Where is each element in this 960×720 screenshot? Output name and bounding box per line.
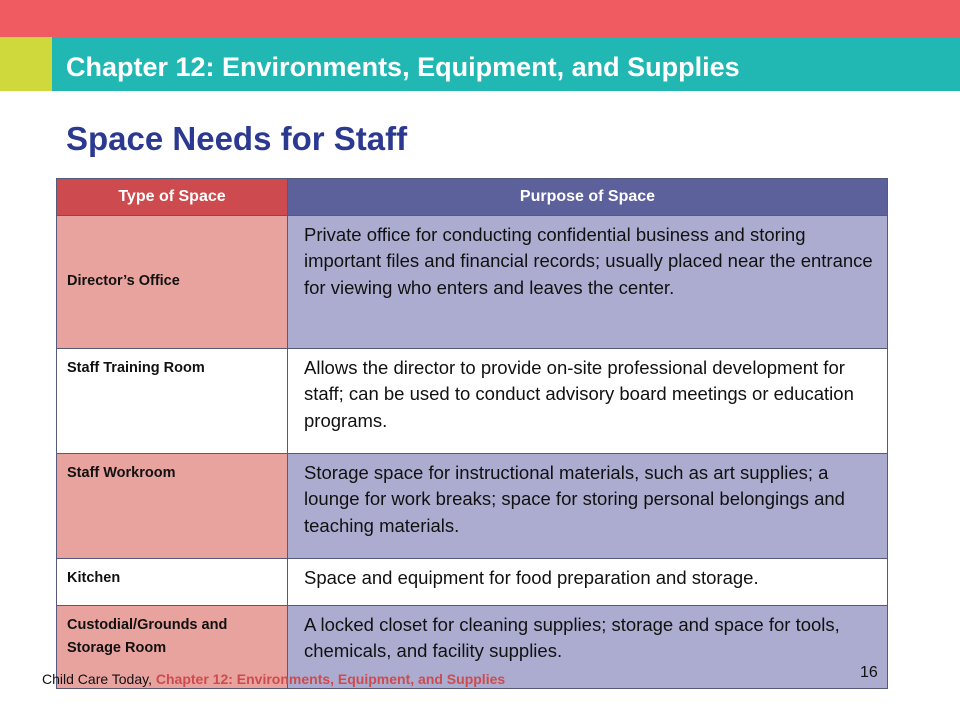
footer-book-title: Child Care Today, [42, 671, 156, 687]
table-row [57, 559, 888, 606]
top-accent-band [0, 0, 960, 37]
table-row [57, 349, 888, 454]
space-purpose-cell: Storage space for instructional materials, such as art supplies; a lounge for work breaks; space for storing personal belongings and teaching materials. [288, 454, 888, 559]
column-header-type: Type of Space [57, 179, 288, 216]
space-type-cell: Custodial/Grounds and Storage Room [57, 606, 288, 689]
table-row [57, 216, 888, 349]
space-purpose-cell: Private office for conducting confidential business and storing important files and financial records; usually placed near the entrance for viewing who enters and leaves the center. [288, 216, 888, 349]
space-type-cell: Staff Training Room [57, 349, 288, 454]
space-needs-table [56, 178, 888, 689]
header-accent-block [0, 37, 52, 91]
table-header-row [57, 179, 888, 216]
space-purpose-cell: A locked closet for cleaning supplies; storage and space for tools, chemicals, and facility supplies. [288, 606, 888, 689]
page-number: 16 [860, 664, 878, 681]
space-type-cell: Staff Workroom [57, 454, 288, 559]
footer-citation [42, 671, 505, 687]
space-type-cell: Kitchen [57, 559, 288, 606]
footer-chapter-reference: Chapter 12: Environments, Equipment, and Supplies [155, 671, 506, 687]
space-purpose-cell: Allows the director to provide on-site professional development for staff; can be used to conduct advisory board meetings or education programs. [288, 349, 888, 454]
column-header-purpose: Purpose of Space [288, 179, 888, 216]
slide-title: Space Needs for Staff [66, 120, 408, 157]
space-purpose-cell: Space and equipment for food preparation and storage. [288, 559, 888, 606]
chapter-title: Chapter 12: Environments, Equipment, and Supplies [66, 52, 740, 82]
space-type-cell: Director’s Office [57, 216, 288, 349]
table-row [57, 454, 888, 559]
